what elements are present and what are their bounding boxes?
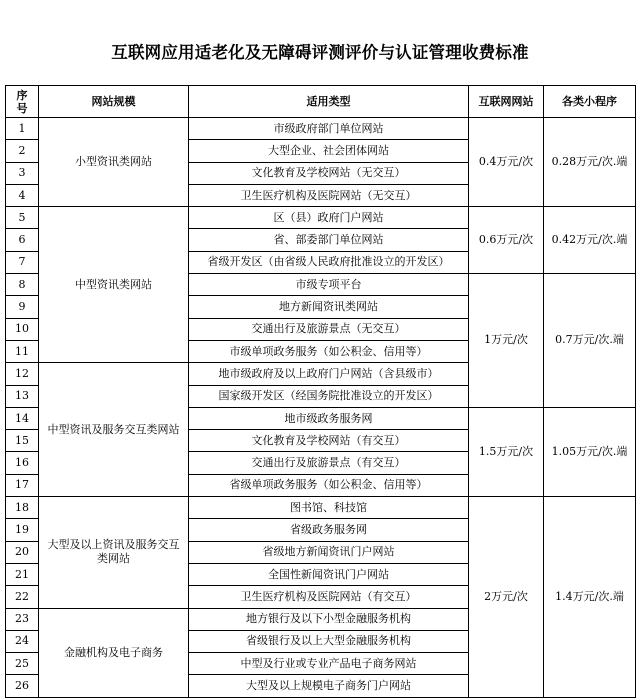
type-cell: 区（县）政府门户网站: [189, 207, 469, 229]
row-no: 3: [6, 162, 39, 184]
row-no: 21: [6, 563, 39, 585]
table-row: [6, 118, 636, 140]
header-web-fee: 互联网网站: [469, 86, 544, 118]
type-cell: 省级单项政务服务（如公积金、信用等）: [189, 474, 469, 496]
type-cell: 省级政务服务网: [189, 519, 469, 541]
scale-cell: 中型资讯及服务交互类网站: [39, 363, 189, 497]
scale-cell: 小型资讯类网站: [39, 118, 189, 207]
fee-table: [5, 85, 636, 698]
type-cell: 国家级开发区（经国务院批准设立的开发区）: [189, 385, 469, 407]
type-cell: 市级单项政务服务（如公积金、信用等）: [189, 340, 469, 362]
type-cell: 中型及行业或专业产品电子商务网站: [189, 653, 469, 675]
type-cell: 文化教育及学校网站（无交互）: [189, 162, 469, 184]
header-type: 适用类型: [189, 86, 469, 118]
row-no: 8: [6, 274, 39, 296]
table-row: [6, 497, 636, 519]
scale-cell: 中型资讯类网站: [39, 207, 189, 363]
type-cell: 地方银行及以下小型金融服务机构: [189, 608, 469, 630]
type-cell: 省级开发区（由省级人民政府批准设立的开发区）: [189, 251, 469, 273]
web-fee-cell: 2万元/次: [469, 497, 544, 698]
app-fee-cell: 0.7万元/次.端: [544, 274, 636, 408]
row-no: 22: [6, 586, 39, 608]
app-fee-cell: 1.4万元/次.端: [544, 497, 636, 698]
row-no: 13: [6, 385, 39, 407]
row-no: 19: [6, 519, 39, 541]
row-no: 12: [6, 363, 39, 385]
type-cell: 省级银行及以上大型金融服务机构: [189, 630, 469, 652]
type-cell: 交通出行及旅游景点（有交互）: [189, 452, 469, 474]
row-no: 18: [6, 497, 39, 519]
type-cell: 卫生医疗机构及医院网站（有交互）: [189, 586, 469, 608]
type-cell: 大型及以上规模电子商务门户网站: [189, 675, 469, 697]
row-no: 4: [6, 184, 39, 206]
web-fee-cell: 0.6万元/次: [469, 207, 544, 274]
row-no: 7: [6, 251, 39, 273]
row-no: 11: [6, 340, 39, 362]
type-cell: 大型企业、社会团体网站: [189, 140, 469, 162]
row-no: 16: [6, 452, 39, 474]
row-no: 25: [6, 653, 39, 675]
type-cell: 交通出行及旅游景点（无交互）: [189, 318, 469, 340]
app-fee-cell: 0.42万元/次.端: [544, 207, 636, 274]
app-fee-cell: 1.05万元/次.端: [544, 407, 636, 496]
type-cell: 市级专项平台: [189, 274, 469, 296]
row-no: 10: [6, 318, 39, 340]
type-cell: 卫生医疗机构及医院网站（无交互）: [189, 184, 469, 206]
type-cell: 地市级政府及以上政府门户网站（含县级市）: [189, 363, 469, 385]
row-no: 20: [6, 541, 39, 563]
row-no: 15: [6, 430, 39, 452]
type-cell: 全国性新闻资讯门户网站: [189, 563, 469, 585]
header-app-fee: 各类小程序: [544, 86, 636, 118]
row-no: 17: [6, 474, 39, 496]
row-no: 26: [6, 675, 39, 697]
row-no: 5: [6, 207, 39, 229]
row-no: 23: [6, 608, 39, 630]
scale-cell: 大型及以上资讯及服务交互类网站: [39, 497, 189, 608]
row-no: 9: [6, 296, 39, 318]
web-fee-cell: 1.5万元/次: [469, 407, 544, 496]
type-cell: 省级地方新闻资讯门户网站: [189, 541, 469, 563]
web-fee-cell: 0.4万元/次: [469, 118, 544, 207]
row-no: 1: [6, 118, 39, 140]
row-no: 6: [6, 229, 39, 251]
table-header-row: [6, 86, 636, 118]
row-no: 2: [6, 140, 39, 162]
type-cell: 省、部委部门单位网站: [189, 229, 469, 251]
row-no: 24: [6, 630, 39, 652]
scale-cell: 金融机构及电子商务: [39, 608, 189, 697]
table-row: [6, 207, 636, 229]
row-no: 14: [6, 407, 39, 429]
document-title: 互联网应用适老化及无障碍评测评价与认证管理收费标准: [111, 43, 529, 62]
header-no: 序 号: [6, 86, 39, 118]
type-cell: 图书馆、科技馆: [189, 497, 469, 519]
type-cell: 地方新闻资讯类网站: [189, 296, 469, 318]
app-fee-cell: 0.28万元/次.端: [544, 118, 636, 207]
type-cell: 地市级政务服务网: [189, 407, 469, 429]
web-fee-cell: 1万元/次: [469, 274, 544, 408]
header-scale: 网站规模: [39, 86, 189, 118]
type-cell: 文化教育及学校网站（有交互）: [189, 430, 469, 452]
type-cell: 市级政府部门单位网站: [189, 118, 469, 140]
